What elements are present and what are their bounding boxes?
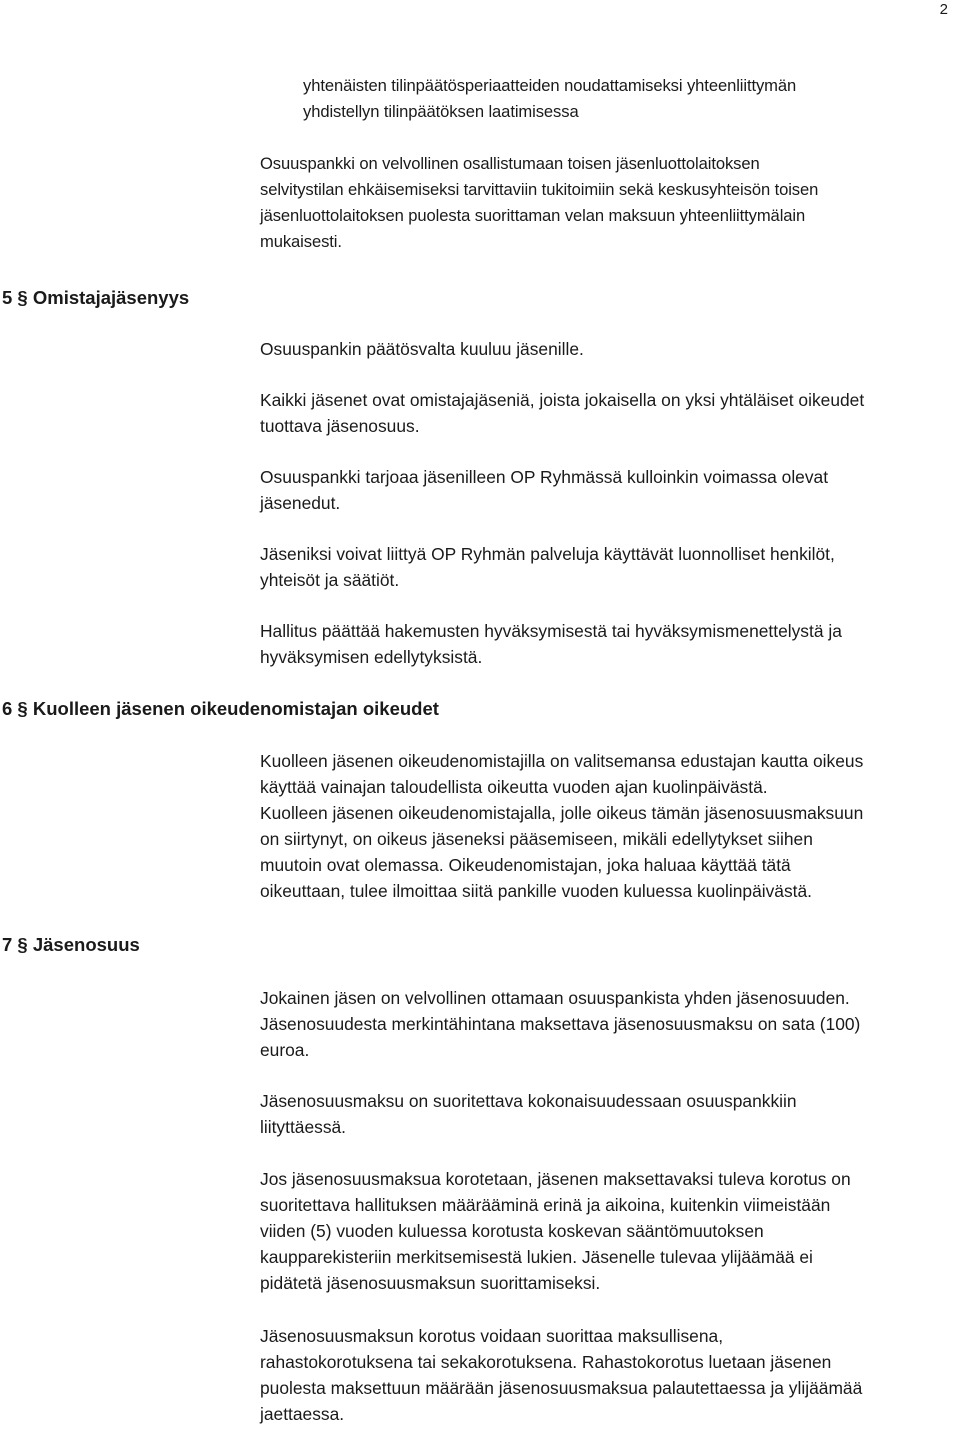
intro-item-continuation: yhtenäisten tilinpäätösperiaatteiden noudattamiseksi yhteenliittymän yhdistellyn tilinpäätöksen laatimisessa (303, 76, 797, 121)
intro-obligation-paragraph: Osuuspankki on velvollinen osallistumaan toisen jäsenluottolaitoksen selvitystilan ehkäisemiseksi tarvittaviin tukitoimiin sekä keskusyhteisön toisen jäsenluottolaitoksen puolesta suorittaman velan maksuun yhteenliittymälain mukaisesti. (260, 154, 819, 251)
section-6-paragraph-1: Kuolleen jäsenen oikeudenomistajilla on valitsemansa edustajan kautta oikeus käyttää vainajan taloudellista oikeutta vuoden ajan kuolinpäivästä. Kuolleen jäsenen oikeudenomistajalla, jolle oikeus tämän jäsenosuusmaksuun on siirtynyt, on oikeus jäseneksi pääsemiseen, mikäli edellytykset siihen muutoin ovat olemassa. Oikeudenomistajan, joka haluaa käyttää tätä oikeuttaan, tulee ilmoittaa siitä pankille vuoden kuluessa kuolinpäivästä. (260, 751, 864, 901)
section-7-heading: 7 § Jäsenosuus (2, 934, 140, 955)
section-5-paragraph-4: Jäseniksi voivat liittyä OP Ryhmän palveluja käyttävät luonnolliset henkilöt, yhteisöt ja säätiöt. (260, 544, 835, 590)
page-number: 2 (939, 1, 948, 18)
section-7-paragraph-1: Jokainen jäsen on velvollinen ottamaan osuuspankista yhden jäsenosuuden. Jäsenosuudesta merkintähintana maksettava jäsenosuusmaksu on sata (100) euroa. (260, 988, 861, 1060)
section-7-paragraph-2: Jäsenosuusmaksu on suoritettava kokonaisuudessaan osuuspankkiin liityttäessä. (260, 1091, 797, 1137)
section-7-paragraph-3: Jos jäsenosuusmaksua korotetaan, jäsenen maksettavaksi tuleva korotus on suoritettava hallituksen määrääminä erinä ja aikoina, kuitenkin viimeistään viiden (5) vuoden kuluessa korotusta koskevan sääntömuutoksen kaupparekisteriin merkitsemisestä lukien. Jäsenelle tulevaa ylijäämää ei pidätetä jäsenosuusmaksun suorittamiseksi. (260, 1169, 851, 1293)
section-5-paragraph-5: Hallitus päättää hakemusten hyväksymisestä tai hyväksymismenettelystä ja hyväksymisen edellytyksistä. (260, 621, 842, 667)
section-5-paragraph-2: Kaikki jäsenet ovat omistajajäseniä, joista jokaisella on yksi yhtäläiset oikeudet tuottava jäsenosuus. (260, 390, 865, 436)
section-5-paragraph-1: Osuuspankin päätösvalta kuuluu jäsenille. (260, 339, 584, 359)
section-7-paragraph-4: Jäsenosuusmaksun korotus voidaan suorittaa maksullisena, rahastokorotuksena tai sekakorotuksena. Rahastokorotus luetaan jäsenen puolesta maksettuun määrään jäsenosuusmaksua palautettaessa ja ylijäämää jaettaessa. (260, 1326, 863, 1424)
section-6-heading: 6 § Kuolleen jäsenen oikeudenomistajan oikeudet (2, 698, 439, 719)
section-5-heading: 5 § Omistajajäsenyys (2, 287, 190, 308)
section-5-paragraph-3: Osuuspankki tarjoaa jäsenilleen OP Ryhmässä kulloinkin voimassa olevat jäsenedut. (260, 467, 829, 513)
